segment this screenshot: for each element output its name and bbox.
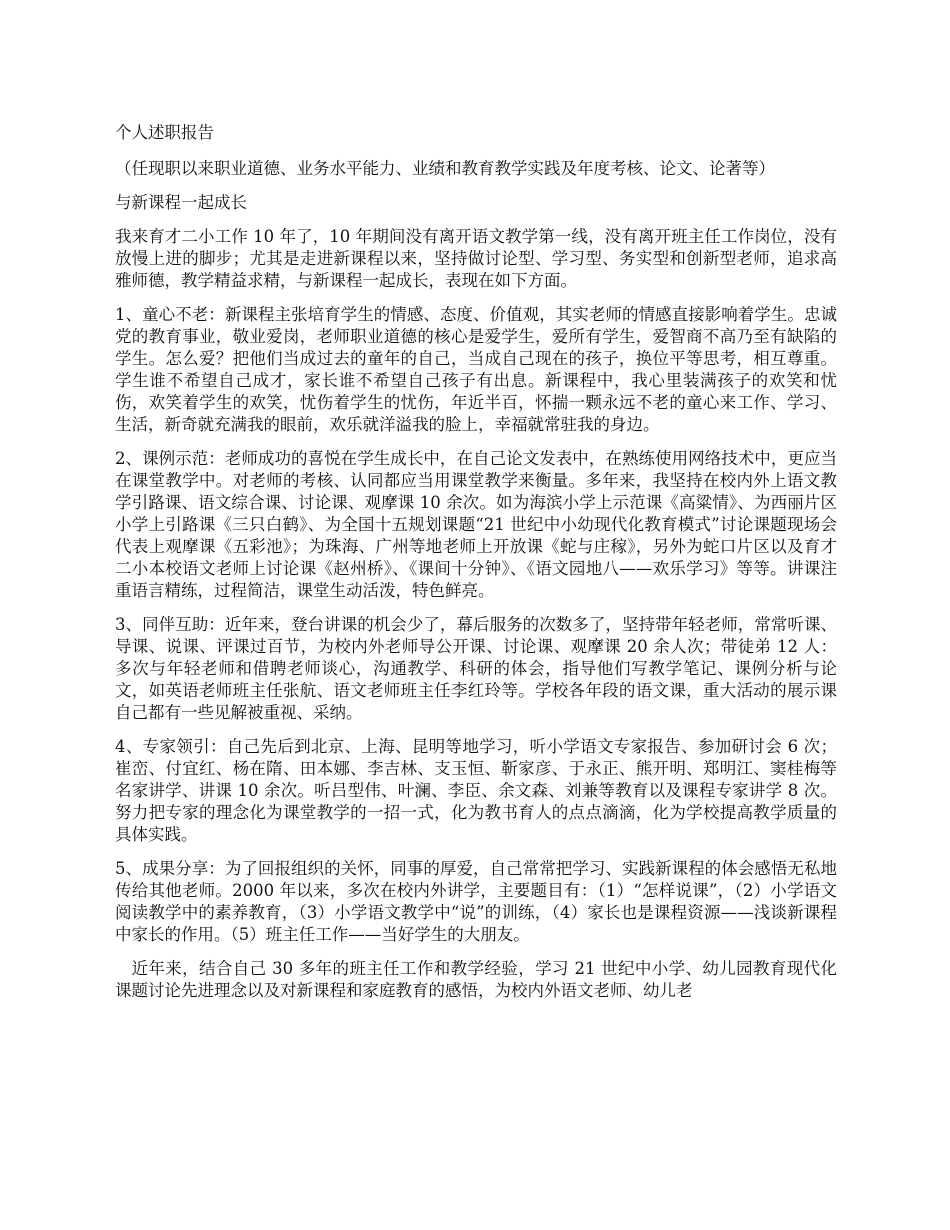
paragraph-6: 近年来，结合自己 30 多年的班主任工作和教学经验，学习 21 世纪中小学、幼儿园教育现代化课题讨论先进理念以及对新课程和家庭教育的感悟，为校内外语文老师、幼儿老 — [115, 959, 837, 1000]
paragraph-2: 2、课例示范：老师成功的喜悦在学生成长中，在自己论文发表中，在熟练使用网络技术中，更应当在课堂教学中。对老师的考核、认同都应当用课堂教学来衡量。多年来，我坚持在校内外上语文教学引路课、语文综合课、讨论课、观摩课 10 余次。如为海滨小学上示范课《高粱情》、为西丽片区小学上引路课《三只白鹤》、为全国十五规划课题“21 世纪中小幼现代化教育模式”讨论课题现场会代表上观摩课《五彩池》；为珠海、广州等地老师上开放课《蛇与庄稼》，另外为蛇口片区以及育才二小本校语文老师上讨论课《赵州桥》、《课间十分钟》、《语文园地八——欢乐学习》等等。讲课注重语言精练，过程简洁，课堂生动活泼，特色鲜亮。 — [115, 449, 837, 600]
paragraph-3: 3、同伴互助：近年来，登台讲课的机会少了，幕后服务的次数多了，坚持带年轻老师，常常听课、导课、说课、评课过百节，为校内外老师导公开课、讨论课、观摩课 20 余人次；带徒弟 12 人：多次与年轻老师和借聘老师谈心，沟通教学、科研的体会，指导他们写教学笔记、课例分析与论文，如英语老师班主任张航、语文老师班主任李红玲等。学校各年段的语文课，重大活动的展示课自己都有一些见解被重视、采纳。 — [115, 615, 837, 722]
paragraph-1: 1、童心不老：新课程主张培育学生的情感、态度、价值观，其实老师的情感直接影响着学生。忠诚党的教育事业，敬业爱岗，老师职业道德的核心是爱学生，爱所有学生，爱智商不高乃至有缺陷的学生。怎么爱？把他们当成过去的童年的自己，当成自己现在的孩子，换位平等思考，相互尊重。学生谁不希望自己成才，家长谁不希望自己孩子有出息。新课程中，我心里装满孩子的欢笑和忧伤，欢笑着学生的欢笑，忧伤着学生的忧伤，年近半百，怀揣一颗永远不老的童心来工作、学习、生活，新奇就充满我的眼前，欢乐就洋溢我的脸上，幸福就常驻我的身边。 — [115, 305, 837, 434]
document-subtitle: （任现职以来职业道德、业务水平能力、业绩和教育教学实践及年度考核、论文、论著等） — [115, 159, 775, 178]
section-heading: 与新课程一起成长 — [115, 193, 247, 212]
paragraph-4: 4、专家领引：自己先后到北京、上海、昆明等地学习，听小学语文专家报告、参加研讨会 6 次；崔峦、付宜红、杨在隋、田本娜、李吉林、支玉恒、靳家彦、于永正、熊开明、郑明江、窦桂梅等名家讲学、讲课 10 余次。听吕型伟、叶澜、李臣、余文森、刘兼等教育以及课程专家讲学 8 次。努力把专家的理念化为课堂教学的一招一式，化为教书育人的点点滴滴，化为学校提高教学质量的具体实践。 — [115, 737, 837, 844]
paragraph-5: 5、成果分享：为了回报组织的关怀，同事的厚爱，自己常常把学习、实践新课程的体会感悟无私地传给其他老师。2000 年以来，多次在校内外讲学，主要题目有：（1）“怎样说课”，（2）小学语文阅读教学中的素养教育，（3）小学语文教学中“说”的训练，（4）家长也是课程资源——浅谈新课程中家长的作用。（5）班主任工作——当好学生的大朋友。 — [115, 859, 837, 944]
document-title: 个人述职报告 — [115, 123, 214, 142]
document-body — [115, 122, 837, 1014]
intro-paragraph: 我来育才二小工作 10 年了，10 年期间没有离开语文教学第一线，没有离开班主任工作岗位，没有放慢上进的脚步；尤其是走进新课程以来，坚持做讨论型、学习型、务实型和创新型老师，追求高雅师德，教学精益求精，与新课程一起成长，表现在如下方面。 — [115, 227, 837, 290]
